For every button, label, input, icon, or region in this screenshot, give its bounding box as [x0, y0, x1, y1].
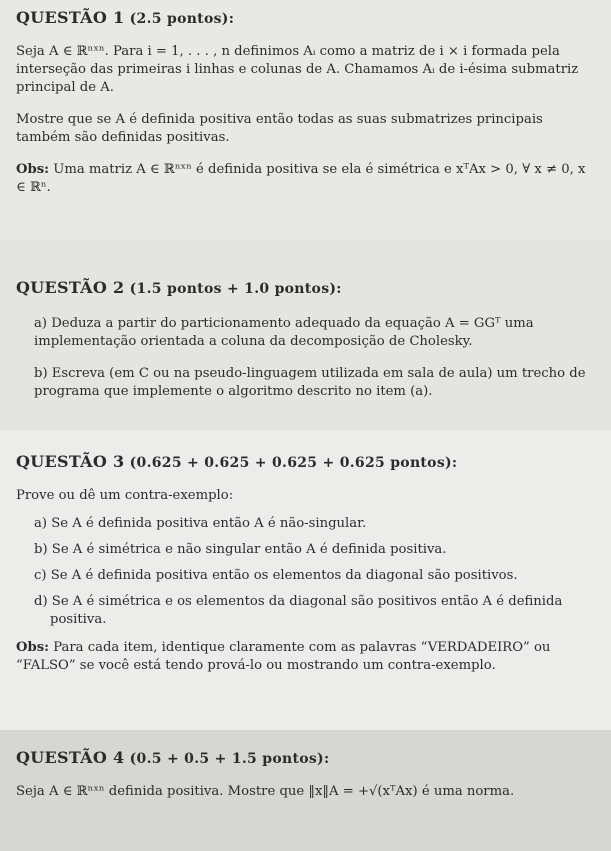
question-3-item-c: c) Se A é definida positiva então os elementos da diagonal são positivos. — [34, 568, 518, 583]
question-4 — [0, 730, 611, 851]
question-3-item-b: b) Se A é simétrica e não singular então A é definida positiva. — [34, 542, 447, 557]
question-2 — [0, 240, 611, 430]
question-1-label: QUESTÃO 1 — [16, 8, 125, 27]
question-1 — [0, 0, 611, 240]
question-1-paragraph-1: Seja A ∈ ℝⁿˣⁿ. Para i = 1, . . . , n definimos Aᵢ como a matriz de i × i formada pela interseção das primeiras i linhas e colunas de A. Chamamos Aᵢ de i-ésima submatriz principal de A. — [16, 44, 579, 95]
question-3-item-a: a) Se A é definida positiva então A é não-singular. — [34, 516, 367, 531]
obs-label: Obs: — [16, 162, 50, 177]
question-1-points: (2.5 pontos): — [129, 11, 235, 27]
question-1-title — [16, 8, 597, 27]
question-2-title — [16, 278, 597, 297]
question-1-paragraph-2: Mostre que se A é definida positiva então todas as suas submatrizes principais também são definidas positivas. — [16, 112, 543, 145]
question-4-title — [16, 748, 597, 767]
question-4-label: QUESTÃO 4 — [16, 748, 125, 767]
question-3-intro: Prove ou dê um contra-exemplo: — [16, 488, 234, 503]
question-3 — [0, 430, 611, 730]
question-3-obs — [16, 639, 597, 675]
question-3-title — [16, 452, 597, 471]
question-2-item-b: b) Escreva (em C ou na pseudo-linguagem utilizada em sala de aula) um trecho de programa que implemente o algoritmo descrito no item (a). — [34, 366, 586, 399]
question-1-obs — [16, 161, 597, 197]
question-4-paragraph-1: Seja A ∈ ℝⁿˣⁿ definida positiva. Mostre que ‖x‖A = +√(xᵀAx) é uma norma. — [16, 784, 515, 799]
question-2-item-a: a) Deduza a partir do particionamento adequado da equação A = GGᵀ uma implementação orientada a coluna da decomposição de Cholesky. — [34, 316, 534, 349]
question-3-points: (0.625 + 0.625 + 0.625 + 0.625 pontos): — [129, 455, 458, 471]
obs-text: Uma matriz A ∈ ℝⁿˣⁿ é definida positiva se ela é simétrica e xᵀAx > 0, ∀ x ≠ 0, x ∈ ℝⁿ. — [16, 162, 586, 195]
question-3-item-d: d) Se A é simétrica e os elementos da diagonal são positivos então A é definida positiva. — [34, 594, 563, 627]
question-2-points: (1.5 pontos + 1.0 pontos): — [129, 281, 342, 297]
obs-text: Para cada item, identique claramente com as palavras “VERDADEIRO” ou “FALSO” se você está tendo prová-lo ou mostrando um contra-exemplo. — [16, 640, 551, 673]
question-3-label: QUESTÃO 3 — [16, 452, 125, 471]
question-4-points: (0.5 + 0.5 + 1.5 pontos): — [129, 751, 330, 767]
obs-label: Obs: — [16, 640, 50, 655]
question-2-label: QUESTÃO 2 — [16, 278, 125, 297]
